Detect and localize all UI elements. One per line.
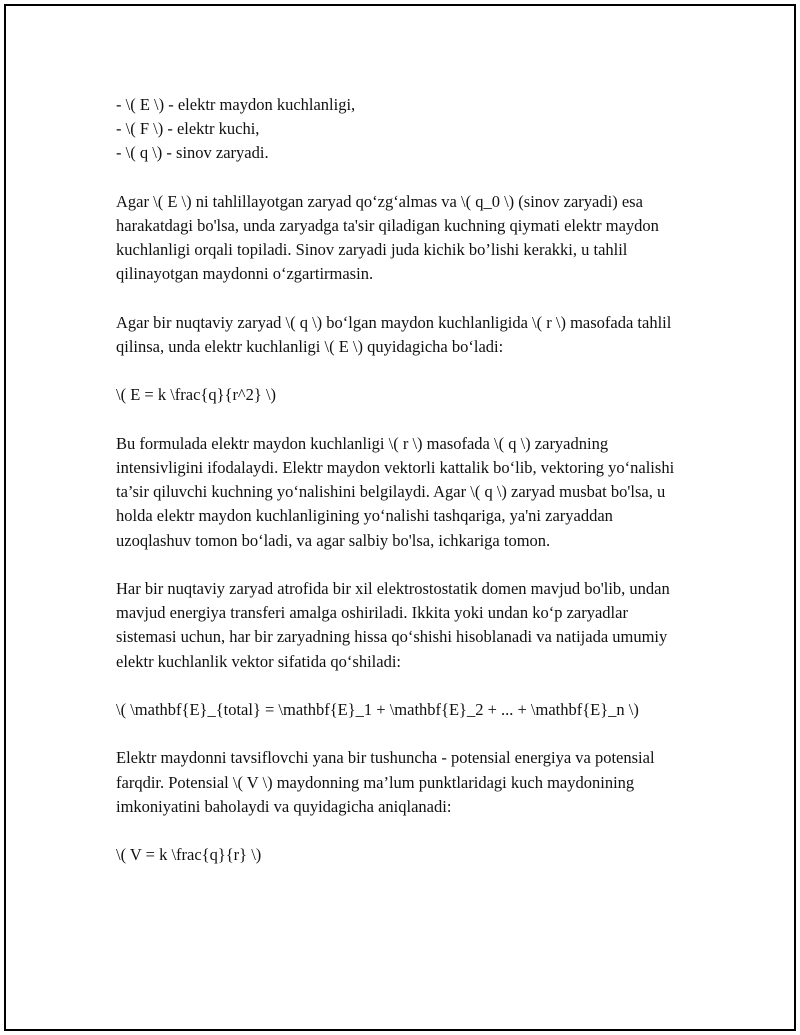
document-body — [116, 93, 691, 892]
list-item: - \( F \) - elektr kuchi, — [116, 119, 260, 139]
paragraph: Elektr maydonni tavsiflovchi yana bir tushuncha - potensial energiya va potensial farqdir. Potensial \( V \) maydonning ma’lum punktlaridagi kuch maydonining imkoniyatini baholaydi va quyidagicha aniqlanadi: — [116, 748, 655, 816]
paragraph: Bu formulada elektr maydon kuchlanligi \( r \) masofada \( q \) zaryadning intensivligini ifodalaydi. Elektr maydon vektorli kattalik bo‘lib, vektoring yo‘nalishi ta’sir qiluvchi kuchning yo‘nalishini belgilaydi. Agar \( q \) zaryad musbat bo'lsa, u holda elektr maydon kuchlanligining yo‘nalishi tashqariga, ya'ni zaryaddan uzoqlashuv tomon bo‘ladi, va agar salbiy bo'lsa, ichkariga tomon. — [116, 433, 675, 550]
list-item: - \( E \) - elektr maydon kuchlanligi, — [116, 95, 356, 114]
list-item: - \( q \) - sinov zaryadi. — [116, 143, 269, 163]
formula: \( E = k \frac{q}{r^2} \) — [116, 385, 277, 405]
formula: \( \mathbf{E}_{total} = \mathbf{E}_1 + \mathbf{E}_2 + ... + \mathbf{E}_n \) — [116, 699, 639, 719]
paragraph: Har bir nuqtaviy zaryad atrofida bir xil elektrostostatik domen mavjud bo'lib, undan mavjud energiya transferi amalga oshiriladi. Ikkita yoki undan ko‘p zaryadlar sistemasi uchun, har bir zaryadning hissa qo‘shishi hisoblanadi va natijada umumiy elektr kuchlanlik vektor sifatida qo‘shiladi: — [116, 578, 670, 671]
paragraph: Agar bir nuqtaviy zaryad \( q \) bo‘lgan maydon kuchlanligida \( r \) masofada tahlil qilinsa, unda elektr kuchlanligi \( E \) quyidagicha bo‘ladi: — [116, 312, 672, 356]
paragraph: Agar \( E \) ni tahlillayotgan zaryad qo‘zg‘almas va \( q_0 \) (sinov zaryadi) esa harakatdagi bo'lsa, unda zaryadga ta'sir qiladigan kuchning qiymati elektr maydon kuchlanligi orqali topiladi. Sinov zaryadi juda kichik bo’lishi kerakki, u tahlil qilinayotgan maydonni o‘zgartirmasin. — [116, 191, 659, 284]
definition-list — [116, 93, 691, 166]
formula: \( V = k \frac{q}{r} \) — [116, 845, 262, 865]
